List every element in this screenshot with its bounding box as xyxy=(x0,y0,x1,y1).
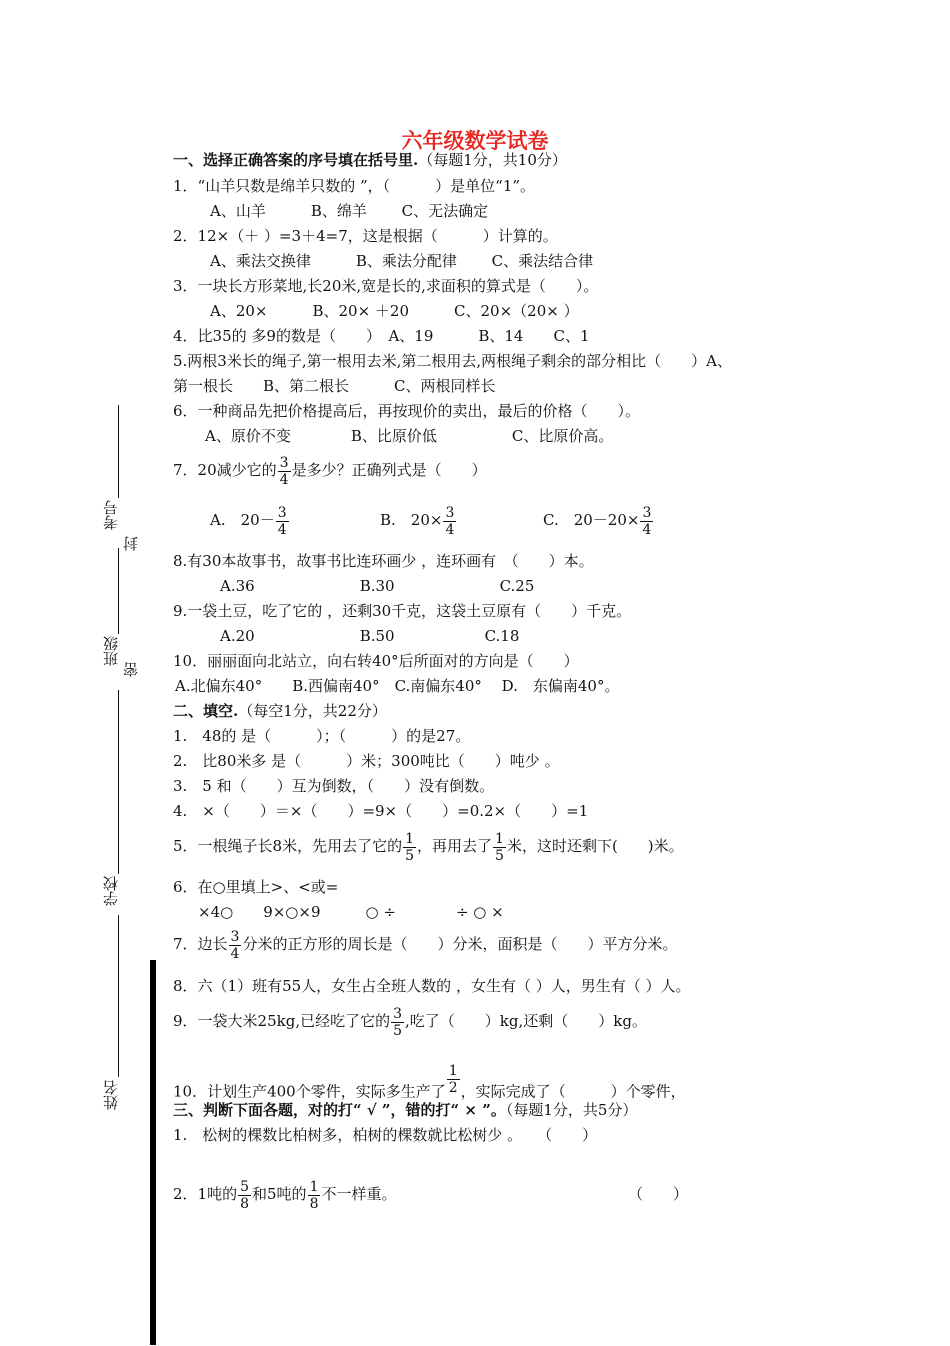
fraction-3-4 xyxy=(229,929,242,962)
s1-q7-option-a-text: A. 20－ xyxy=(210,511,275,529)
frac-numerator: 3 xyxy=(393,1005,403,1022)
frac-denominator: 4 xyxy=(445,521,455,538)
frac-numerator: 3 xyxy=(642,504,652,521)
s1-q10: 10．丽丽面向北站立，向右转40°后所面对的方向是（ ） xyxy=(173,652,579,670)
s1-q7-pre: 7．20减少它的 xyxy=(173,461,277,479)
s3-q2-pre: 2．1吨的 xyxy=(173,1185,238,1203)
frac-numerator: 3 xyxy=(277,504,287,521)
s3-q2-post: 不一样重。 xyxy=(321,1185,397,1203)
frac-numerator: 1 xyxy=(448,1063,458,1079)
s2-q6-compare-line: ×4○ 9×○×9 ○ ÷ ÷ ○ × xyxy=(198,903,504,921)
fraction-3-4 xyxy=(276,505,289,538)
s1-q7-option-b-text: B. 20× xyxy=(380,511,443,529)
s2-q6: 6．在○里填上>、<或= xyxy=(173,878,339,896)
s2-q10-pre: 10．计划生产400个零件，实际多生产了 xyxy=(173,1082,446,1101)
s1-q4: 4．比35的 多9的数是（ ） A、19 B、14 C、1 xyxy=(173,327,590,345)
binding-line-1 xyxy=(118,405,119,498)
s2-q7-post: 分米的正方形的周长是（ ）分米，面积是（ ）平方分米。 xyxy=(242,935,678,953)
s2-q5-post: 米，这时还剩下( )米。 xyxy=(506,837,684,855)
s1-q9: 9.一袋土豆，吃了它的 ，还剩30千克，这袋土豆原有（ ）千克。 xyxy=(173,602,632,620)
s1-q1-options: A、山羊 B、绵羊 C、无法确定 xyxy=(210,202,489,220)
s1-q8-options: A.36 B.30 C.25 xyxy=(220,577,535,595)
frac-denominator: 4 xyxy=(277,521,287,538)
s1-q3-options: A、20× B、20× ＋20 C、20×（20× ） xyxy=(210,302,579,320)
s2-q5-mid: ，再用去了 xyxy=(417,837,493,855)
s2-q7-pre: 7．边长 xyxy=(173,935,228,953)
s3-q2-answer-blank: （ ） xyxy=(628,1185,689,1203)
fraction-5-8 xyxy=(238,1179,251,1212)
section2-note: （每空1分，共22分） xyxy=(238,702,387,720)
s1-q10-options: A.北偏东40° B.西偏南40° C.南偏东40° D. 东偏南40°。 xyxy=(175,677,620,695)
sidebar-label-feng: 封 xyxy=(122,536,140,551)
s1-q7-post: 是多少？正确列式是（ ） xyxy=(291,461,487,479)
frac-denominator: 4 xyxy=(230,945,240,962)
frac-numerator: 1 xyxy=(495,830,504,847)
s1-q7-option-b xyxy=(380,502,457,538)
section2-heading: 二、填空. xyxy=(173,702,239,720)
binding-line-3 xyxy=(118,690,119,874)
frac-numerator: 1 xyxy=(309,1178,319,1195)
fraction-3-5 xyxy=(391,1006,404,1039)
s1-q7-option-c-text: C. 20－20× xyxy=(543,511,640,529)
section3-heading-line xyxy=(173,1101,637,1119)
binding-line-4 xyxy=(118,915,119,1077)
s2-q3: 3. 5 和（ ）互为倒数，（ ）没有倒数。 xyxy=(173,777,495,795)
s2-q5 xyxy=(173,828,684,864)
s2-q4: 4. ×（ ）＝×（ ）=9×（ ）=0.2×（ ）=1 xyxy=(173,802,589,820)
s1-q9-options: A.20 B.50 C.18 xyxy=(220,627,520,645)
s1-q5-line1: 5.两根3米长的绳子,第一根用去米,第二根用去,两根绳子剩余的部分相比（ ）A、 xyxy=(173,352,732,370)
s2-q7 xyxy=(173,926,677,962)
s1-q6: 6．一种商品先把价格提高后，再按现价的卖出，最后的价格（ ）。 xyxy=(173,402,641,420)
frac-numerator: 1 xyxy=(405,830,415,847)
s1-q2-options: A、乘法交换律 B、乘法分配律 C、乘法结合律 xyxy=(210,252,594,270)
sidebar-label-xingming: 姓名 xyxy=(102,1080,120,1110)
sidebar-label-mi: 密 xyxy=(122,662,140,677)
s1-q1: 1．“山羊只数是绵羊只数的 ”，（ ）是单位“1”。 xyxy=(173,177,536,195)
frac-denominator: 4 xyxy=(642,521,652,538)
s3-q1: 1. 松树的棵数比柏树多，柏树的棵数就比松树少 。 （ ） xyxy=(173,1126,598,1144)
frac-numerator: 3 xyxy=(230,928,240,945)
frac-denominator: 5 xyxy=(405,847,415,864)
section1-note: （每题1分，共10分） xyxy=(418,151,567,169)
frac-denominator: 5 xyxy=(393,1022,403,1039)
frac-denominator: 8 xyxy=(309,1195,319,1212)
frac-numerator: 3 xyxy=(279,454,289,471)
s1-q7-option-c xyxy=(543,502,654,538)
section1-heading-line xyxy=(173,151,567,169)
frac-denominator: 8 xyxy=(240,1195,250,1212)
s1-q6-options: A、原价不变 B、比原价低 C、比原价高。 xyxy=(205,427,614,445)
section1-heading: 一、选择正确答案的序号填在括号里. xyxy=(173,151,419,169)
page-title: 六年级数学试卷 xyxy=(401,129,549,153)
s2-q10-post: ，实际完成了（ ）个零件， xyxy=(460,1082,686,1101)
s1-q3: 3．一块长方形菜地,长20米,宽是长的,求面积的算式是（ ）。 xyxy=(173,277,599,295)
s1-q7 xyxy=(173,452,487,488)
fraction-3-4 xyxy=(443,505,456,538)
s2-q8: 8．六（1）班有55人，女生占全班人数的 ，女生有（ ）人，男生有（ ）人。 xyxy=(173,977,691,995)
s1-q8: 8.有30本故事书，故事书比连环画少 ，连环画有 （ ）本。 xyxy=(173,552,594,570)
fraction-1-5 xyxy=(403,831,416,864)
s1-q7-option-a xyxy=(210,502,290,538)
fraction-1-8 xyxy=(308,1179,321,1212)
s2-q9-post: ,吃了（ ）kg,还剩（ ）kg。 xyxy=(405,1012,647,1030)
s3-q2-mid: 和5吨的 xyxy=(252,1185,307,1203)
s2-q5-pre: 5．一根绳子长8米，先用去了它的 xyxy=(173,837,403,855)
section2-heading-line xyxy=(173,702,387,720)
sidebar-label-xuexiao: 学校 xyxy=(102,876,120,906)
s3-q2 xyxy=(173,1176,397,1212)
frac-denominator: 4 xyxy=(279,471,289,488)
fraction-1-2 xyxy=(447,1063,460,1096)
binding-line-2 xyxy=(118,548,119,634)
section3-heading: 三、判断下面各题，对的打“ √ ”，错的打“ × ”。 xyxy=(173,1101,506,1119)
frac-numerator: 5 xyxy=(240,1178,250,1195)
frac-denominator: 5 xyxy=(495,847,504,864)
sidebar-label-banji: 班级 xyxy=(102,636,120,666)
fraction-3-4 xyxy=(640,505,653,538)
s1-q5-line2: 第一根长 B、第二根长 C、两根同样长 xyxy=(173,377,496,395)
fraction-1-5 xyxy=(493,831,506,864)
s2-q9 xyxy=(173,1003,647,1039)
section3-note: （每题1分，共5分） xyxy=(505,1101,638,1119)
s1-q2: 2．12×（＋ ）=3＋4=7，这是根据（ ）计算的。 xyxy=(173,227,558,245)
binding-bar xyxy=(150,960,156,1345)
s2-q2: 2. 比80米多 是（ ）米；300吨比（ ）吨少 。 xyxy=(173,752,560,770)
sidebar-label-kaohao: 考号 xyxy=(102,500,120,530)
frac-denominator: 2 xyxy=(448,1080,458,1096)
s2-q1: 1. 48的 是（ ）；（ ）的是27。 xyxy=(173,727,471,745)
frac-numerator: 3 xyxy=(445,504,455,521)
fraction-3-4 xyxy=(278,455,291,488)
s2-q9-pre: 9．一袋大米25kg,已经吃了它的 xyxy=(173,1012,391,1030)
